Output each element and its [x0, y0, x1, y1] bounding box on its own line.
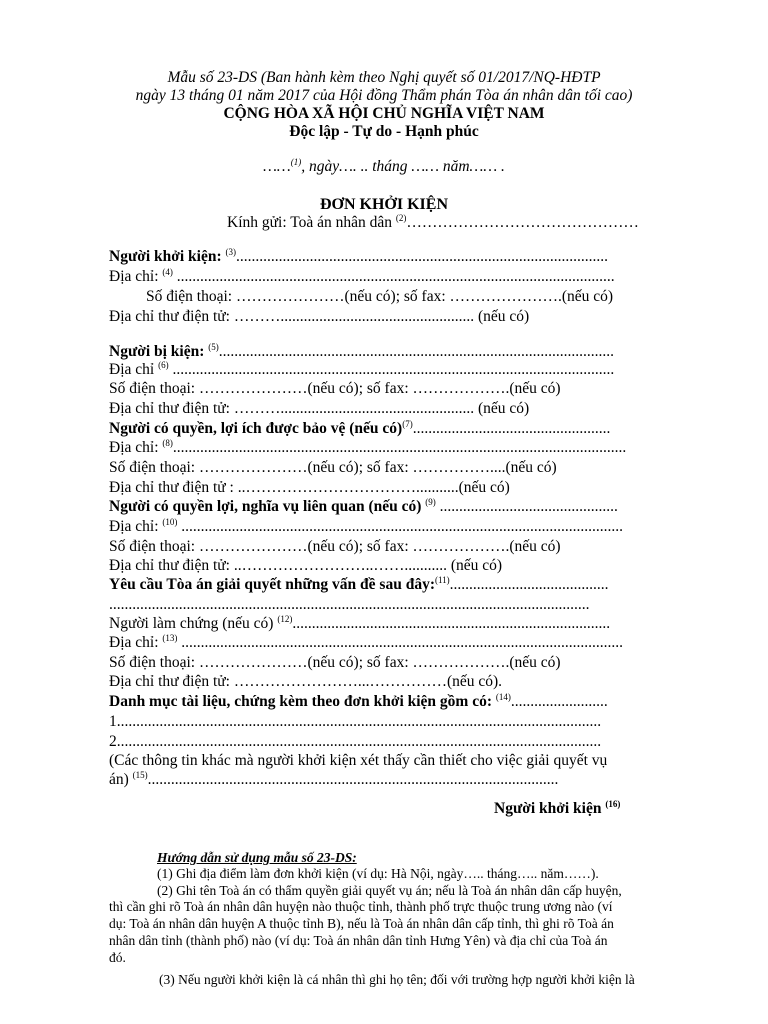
national-title: CỘNG HÒA XÃ HỘI CHỦ NGHĨA VIỆT NAM [223, 105, 545, 122]
documents-list-line: Danh mục tài liệu, chứng kèm theo đơn khởi kiện gồm có: $^{(14)}$......................... [109, 693, 608, 710]
usage-notes-heading: Hướng dẫn sử dụng mẫu số 23-DS: [157, 850, 357, 865]
related-party-phone-line: Số điện thoại: …………………(nếu có); số fax: ……………….(nếu có) [109, 538, 561, 555]
defendant-line: Người bị kiện: $^{(5)}$...................................................................................................... [109, 343, 615, 360]
note-2-line-1: (2) Ghi tên Toà án có thẩm quyền giải quyết vụ án; nếu là Toà án nhân dân cấp huyện, [157, 883, 622, 898]
note-1: (1) Ghi địa điểm làm đơn khởi kiện (ví dụ: Hà Nội, ngày….. tháng….. năm……). [157, 866, 599, 881]
note-2-line-2: thì cần ghi rõ Toà án nhân dân huyện nào thuộc tỉnh, thành phố trực thuộc trung ương nào (ví [109, 899, 613, 914]
witness-line: Người làm chứng (nếu có) $^{(12)}$.................................................................................. [109, 615, 611, 632]
other-info-line-1: (Các thông tin khác mà người khởi kiện xét thấy cần thiết cho việc giải quyết vụ [109, 752, 608, 769]
witness-address-line: Địa chỉ: $^{(13)}$ .................................................................................................................. [109, 634, 623, 651]
witness-email-line: Địa chỉ thư điện tử: ……………………...……………(nếu có). [109, 673, 503, 690]
signature-label: Người khởi kiện $^{(16)}$ [494, 800, 621, 817]
recipient-line: Kính gửi: Toà án nhân dân $^{(2)}$……………………………………… [227, 214, 639, 231]
witness-phone-line: Số điện thoại: …………………(nếu có); số fax: ……………….(nếu có) [109, 654, 561, 671]
plaintiff-email-line: Địa chỉ thư điện tử: ……….................................................. (nếu có) [109, 308, 530, 325]
document-title: ĐƠN KHỞI KIỆN [319, 196, 448, 213]
note-2-line-4: nhân dân tỉnh (thành phố) nào (ví dụ: Toà án nhân dân tỉnh Hưng Yên) và địa chỉ của Toà án [109, 933, 608, 948]
other-info-line-2: án) $^{(15)}$.......................................................................................................... [109, 771, 559, 788]
plaintiff-phone-line: Số điện thoại: …………………(nếu có); số fax: ………………….(nếu có) [146, 288, 614, 305]
protected-party-address-line: Địa chỉ: $^{(8)}$..................................................................................................................... [109, 439, 627, 456]
form-reference-line-2: ngày 13 tháng 01 năm 2017 của Hội đồng Thẩm phán Tòa án nhân dân tối cao) [135, 87, 633, 104]
document-item-2: 2............................................................................................................................. [109, 733, 602, 750]
note-2-line-3: dụ: Toà án nhân dân huyện A thuộc tỉnh B), nếu là Toà án nhân dân cấp tỉnh, thì ghi rõ Toà án [109, 916, 614, 931]
court-request-line-2: ............................................................................................................................ [109, 596, 590, 613]
plaintiff-address-line: Địa chỉ: $^{(4)}$ ................................................................................................................. [109, 268, 615, 285]
related-party-address-line: Địa chỉ: $^{(10)}$ .................................................................................................................. [109, 518, 623, 535]
related-party-line: Người có quyền lợi, nghĩa vụ liên quan (nếu có) $^{(9)}$ .............................................. [109, 498, 618, 515]
defendant-address-line: Địa chỉ $^{(6)}$ .................................................................................................................. [109, 361, 615, 378]
protected-party-email-line: Địa chỉ thư điện tử : ..……………………………...........(nếu có) [109, 479, 510, 496]
document-item-1: 1............................................................................................................................. [109, 713, 602, 730]
note-3: (3) Nếu người khởi kiện là cá nhân thì ghi họ tên; đối với trường hợp người khởi kiện là [159, 972, 635, 987]
defendant-phone-line: Số điện thoại: …………………(nếu có); số fax: ……………….(nếu có) [109, 380, 561, 397]
note-2-line-5: đó. [109, 950, 126, 965]
place-date-line: ……$^{(1)}$, ngày…. .. tháng …… năm…… . [263, 156, 505, 175]
form-reference-line-1: Mẫu số 23-DS (Ban hành kèm theo Nghị quyết số 01/2017/NQ-HĐTP [167, 69, 601, 86]
protected-party-phone-line: Số điện thoại: …………………(nếu có); số fax: ……………....(nếu có) [109, 459, 557, 476]
national-motto: Độc lập - Tự do - Hạnh phúc [289, 123, 479, 140]
defendant-email-line: Địa chỉ thư điện tử: ……….................................................. (nếu có) [109, 400, 530, 417]
related-party-email-line: Địa chỉ thư điện tử: ..……………………..……........... (nếu có) [109, 557, 503, 574]
plaintiff-line: Người khởi kiện: $^{(3)}$................................................................................................ [109, 248, 608, 265]
court-request-line: Yêu cầu Tòa án giải quyết những vấn đề sau đây:$^{(11)}$......................................... [109, 576, 609, 593]
protected-party-line: Người có quyền, lợi ích được bảo vệ (nếu có)$^{(7)}$................................................... [109, 420, 611, 437]
